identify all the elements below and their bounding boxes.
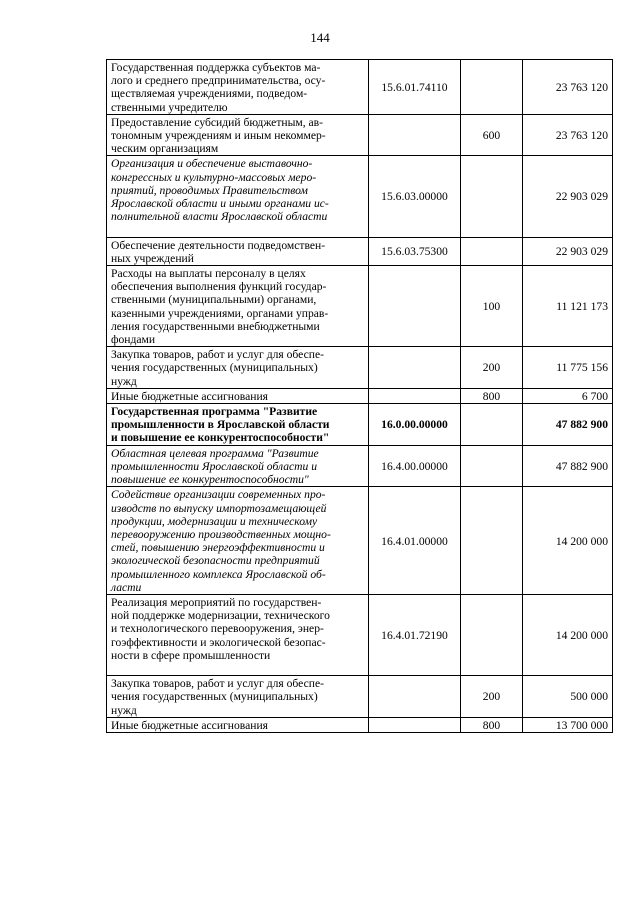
name-line: перевооружению производственных мощно- bbox=[111, 527, 331, 541]
cell-name bbox=[107, 114, 369, 156]
name-line: Иные бюджетные ассигнования bbox=[111, 718, 268, 732]
cell-code: 15.6.03.00000 bbox=[369, 156, 461, 237]
name-line: гоэффективности и экологической безопас- bbox=[111, 635, 326, 649]
cell-sum: 23 763 120 bbox=[523, 60, 613, 115]
table-row bbox=[107, 445, 613, 487]
table-row bbox=[107, 237, 613, 265]
name-line: ществляемая учреждениями, подведом- bbox=[111, 87, 308, 101]
name-line: Содействие организации современных про- bbox=[111, 488, 326, 502]
name-line: Реализация мероприятий по государствен- bbox=[111, 595, 322, 609]
cell-code: 16.4.00.00000 bbox=[369, 445, 461, 487]
cell-sum: 23 763 120 bbox=[523, 114, 613, 156]
name-line: промышленности в Ярославской области bbox=[111, 418, 330, 432]
cell-code: 16.0.00.00000 bbox=[369, 404, 461, 446]
cell-sum: 47 882 900 bbox=[523, 404, 613, 446]
table-row bbox=[107, 156, 613, 237]
cell-sum: 14 200 000 bbox=[523, 487, 613, 595]
cell-type bbox=[461, 60, 523, 115]
name-line: конгрессных и культурно-массовых меро- bbox=[111, 170, 317, 184]
name-line: обеспечения выполнения функций государ- bbox=[111, 280, 327, 294]
cell-type bbox=[461, 594, 523, 675]
cell-code bbox=[369, 388, 461, 403]
cell-sum: 11 121 173 bbox=[523, 266, 613, 347]
cell-code bbox=[369, 114, 461, 156]
cell-name bbox=[107, 60, 369, 115]
table-row bbox=[107, 717, 613, 732]
cell-type: 600 bbox=[461, 114, 523, 156]
name-line: Иные бюджетные ассигнования bbox=[111, 389, 268, 403]
cell-sum: 6 700 bbox=[523, 388, 613, 403]
name-line: нужд bbox=[111, 703, 137, 717]
name-line: изводств по выпуску импортозамещающей bbox=[111, 501, 327, 515]
cell-name bbox=[107, 237, 369, 265]
cell-type bbox=[461, 445, 523, 487]
cell-type bbox=[461, 237, 523, 265]
cell-type bbox=[461, 156, 523, 237]
name-line: ческим организациям bbox=[111, 142, 219, 156]
name-line: промышленности Ярославской области и bbox=[111, 459, 317, 473]
name-line: ственными (муниципальными) органами, bbox=[111, 293, 317, 307]
cell-code: 15.6.03.75300 bbox=[369, 237, 461, 265]
table-row bbox=[107, 347, 613, 389]
budget-table bbox=[106, 59, 613, 733]
name-line: приятий, проводимых Правительством bbox=[111, 183, 308, 197]
name-line: Организация и обеспечение выставочно- bbox=[111, 157, 313, 171]
name-line: ления государственными внебюджетными bbox=[111, 319, 320, 333]
name-line: чения государственных (муниципальных) bbox=[111, 361, 318, 375]
cell-name bbox=[107, 445, 369, 487]
cell-code bbox=[369, 347, 461, 389]
name-line: полнительной власти Ярославской области bbox=[111, 210, 328, 224]
name-line: тономным учреждениям и иным некоммер- bbox=[111, 129, 326, 143]
name-line: промышленного комплекса Ярославской об- bbox=[111, 567, 326, 581]
cell-name bbox=[107, 404, 369, 446]
name-line bbox=[111, 662, 364, 675]
cell-code bbox=[369, 266, 461, 347]
name-line: чения государственных (муниципальных) bbox=[111, 690, 318, 704]
cell-type: 800 bbox=[461, 717, 523, 732]
page-number: 144 bbox=[310, 30, 330, 45]
name-line: лого и среднего предпринимательства, осу- bbox=[111, 74, 326, 88]
name-line: Государственная поддержка субъектов ма- bbox=[111, 61, 321, 74]
name-line: Закупка товаров, работ и услуг для обеспе- bbox=[111, 348, 324, 362]
name-line: ной поддержке модернизации, технического bbox=[111, 609, 330, 623]
cell-code bbox=[369, 717, 461, 732]
name-line: стей, повышению энергоэффективности и bbox=[111, 541, 325, 555]
cell-name bbox=[107, 156, 369, 237]
cell-sum: 500 000 bbox=[523, 676, 613, 718]
name-line: Расходы на выплаты персоналу в целях bbox=[111, 267, 306, 281]
name-line: ласти bbox=[111, 580, 142, 594]
table-row bbox=[107, 487, 613, 595]
cell-type bbox=[461, 487, 523, 595]
cell-sum: 22 903 029 bbox=[523, 156, 613, 237]
cell-sum: 14 200 000 bbox=[523, 594, 613, 675]
cell-sum: 11 775 156 bbox=[523, 347, 613, 389]
cell-code: 15.6.01.74110 bbox=[369, 60, 461, 115]
cell-name bbox=[107, 717, 369, 732]
table-row bbox=[107, 266, 613, 347]
name-line: Областная целевая программа "Развитие bbox=[111, 446, 319, 460]
name-line: Государственная программа "Развитие bbox=[111, 405, 318, 419]
name-line: Ярославской области и иными органами ис- bbox=[111, 197, 329, 211]
cell-name bbox=[107, 594, 369, 675]
table-row bbox=[107, 594, 613, 675]
cell-sum: 13 700 000 bbox=[523, 717, 613, 732]
table-row bbox=[107, 114, 613, 156]
table-row bbox=[107, 60, 613, 115]
cell-type: 200 bbox=[461, 347, 523, 389]
name-line: казенными учреждениями, органами управ- bbox=[111, 306, 329, 320]
cell-code: 16.4.01.00000 bbox=[369, 487, 461, 595]
name-line bbox=[111, 223, 364, 236]
name-line: ности в сфере промышленности bbox=[111, 648, 271, 662]
cell-sum: 47 882 900 bbox=[523, 445, 613, 487]
cell-type: 100 bbox=[461, 266, 523, 347]
name-line: и технологического перевооружения, энер- bbox=[111, 622, 324, 636]
table-row bbox=[107, 404, 613, 446]
name-line: Закупка товаров, работ и услуг для обеспе- bbox=[111, 677, 324, 691]
cell-name bbox=[107, 676, 369, 718]
name-line: фондами bbox=[111, 333, 156, 347]
budget-table-body bbox=[107, 60, 613, 733]
cell-name bbox=[107, 266, 369, 347]
name-line: Предоставление субсидий бюджетным, ав- bbox=[111, 115, 323, 129]
cell-type bbox=[461, 404, 523, 446]
name-line: экологической безопасности предприятий bbox=[111, 554, 320, 568]
name-line: продукции, модернизации и техническому bbox=[111, 514, 318, 528]
cell-code: 16.4.01.72190 bbox=[369, 594, 461, 675]
cell-name bbox=[107, 388, 369, 403]
table-row bbox=[107, 676, 613, 718]
cell-code bbox=[369, 676, 461, 718]
name-line: ных учреждений bbox=[111, 251, 194, 265]
cell-type: 200 bbox=[461, 676, 523, 718]
name-line: нужд bbox=[111, 374, 137, 388]
name-line: ственными учредителю bbox=[111, 100, 228, 114]
name-line: повышение ее конкурентоспособности" bbox=[111, 473, 309, 487]
name-line: и повышение ее конкурентоспособности" bbox=[111, 431, 330, 445]
cell-name bbox=[107, 487, 369, 595]
table-row bbox=[107, 388, 613, 403]
cell-sum: 22 903 029 bbox=[523, 237, 613, 265]
cell-type: 800 bbox=[461, 388, 523, 403]
name-line: Обеспечение деятельности подведомствен- bbox=[111, 238, 326, 252]
cell-name bbox=[107, 347, 369, 389]
